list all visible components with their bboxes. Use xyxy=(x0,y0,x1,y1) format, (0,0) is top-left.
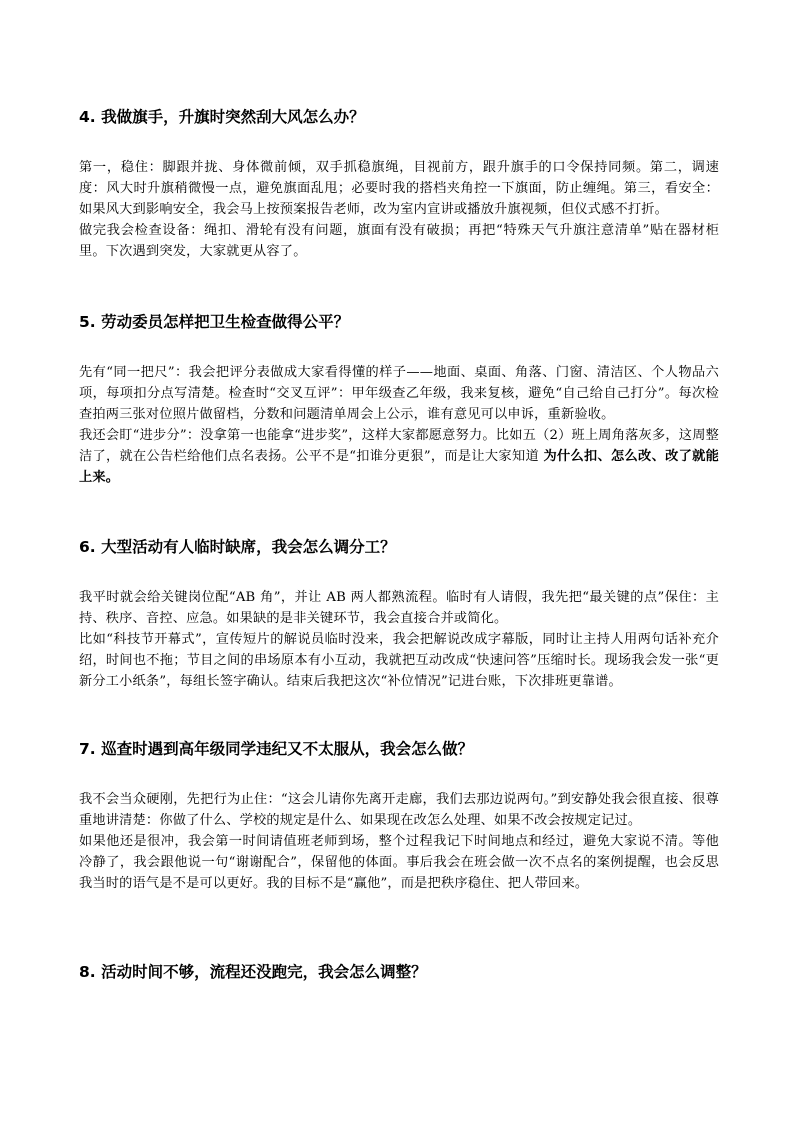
answer-paragraph: 我不会当众硬刚，先把行为止住：“这会儿请你先离开走廊，我们去那边说两句。”到安静处我会很直接、很尊重地讲清楚：你做了什么、学校的规定是什么、如果现在改怎么处理、如果不改会按规定记过。 xyxy=(79,792,719,828)
answer-paragraph: 比如“科技节开幕式”，宣传短片的解说员临时没来，我会把解说改成字幕版，同时让主持人用两句话补充介绍，时间也不拖；节目之间的串场原本有小互动，我就把互动改成“快速问答”压缩时长。现场我会发一张“更新分工小纸条”，每组长签字确认。结束后我把这次“补位情况”记进台账，下次排班更靠谱。 xyxy=(79,632,719,689)
answer-paragraph: 第一，稳住：脚跟并拢、身体微前倾，双手抓稳旗绳，目视前方，跟升旗手的口令保持同频。第二，调速度：风大时升旗稍微慢一点，避免旗面乱甩；必要时我的搭档夹角控一下旗面，防止缠绳。第三，看安全：如果风大到影响安全，我会马上按预案报告老师，改为室内宣讲或播放升旗视频，但仪式感不打折。 xyxy=(79,160,719,217)
section-q7 xyxy=(79,739,719,894)
answer-paragraph: 做完我会检查设备：绳扣、滑轮有没有问题，旗面有没有破损；再把“特殊天气升旗注意清单”贴在器材柜里。下次遇到突发，大家就更从容了。 xyxy=(79,223,719,259)
question-title: 4. 我做旗手，升旗时突然刮大风怎么办？ xyxy=(79,108,365,126)
question-title: 8. 活动时间不够，流程还没跑完，我会怎么调整？ xyxy=(79,963,427,981)
section-q4 xyxy=(79,107,719,262)
emphasis-text: 为什么扣、怎么改、改了就能上来。 xyxy=(79,449,719,485)
answer-paragraph xyxy=(79,425,719,488)
answer-text: 我还会盯“进步分”：没拿第一也能拿“进步奖”，这样大家都愿意努力。比如五（2）班上周角落灰多，这周整洁了，就在公告栏给他们点名表扬。公平不是“扣谁分更狠”，而是让大家知道 xyxy=(79,428,719,464)
section-q6 xyxy=(79,537,719,692)
answer-paragraph: 如果他还是很冲，我会第一时间请值班老师到场，整个过程我记下时间地点和经过，避免大家说不清。等他冷静了，我会跟他说一句“谢谢配合”，保留他的体面。事后我会在班会做一次不点名的案例提醒，也会反思我当时的语气是不是可以更好。我的目标不是“赢他”，而是把秩序稳住、把人带回来。 xyxy=(79,834,719,891)
question-title: 5. 劳动委员怎样把卫生检查做得公平？ xyxy=(79,313,350,331)
answer-paragraph: 先有“同一把尺”：我会把评分表做成大家看得懂的样子——地面、桌面、角落、门窗、清洁区、个人物品六项，每项扣分点写清楚。检查时“交叉互评”：甲年级查乙年级，我来复核，避免“自己给自己打分”。每次检查拍两三张对位照片做留档，分数和问题清单周会上公示，谁有意见可以申诉，重新验收。 xyxy=(79,365,719,422)
section-q8 xyxy=(79,962,719,982)
question-title: 6. 大型活动有人临时缺席，我会怎么调分工？ xyxy=(79,538,396,556)
question-title: 7. 巡查时遇到高年级同学违纪又不太服从，我会怎么做？ xyxy=(79,740,474,758)
answer-paragraph: 我平时就会给关键岗位配“AB 角”，并让 AB 两人都熟流程。临时有人请假，我先把“最关键的点”保住：主持、秩序、音控、应急。如果缺的是非关键环节，我会直接合并或简化。 xyxy=(79,590,719,626)
section-q5 xyxy=(79,312,719,488)
